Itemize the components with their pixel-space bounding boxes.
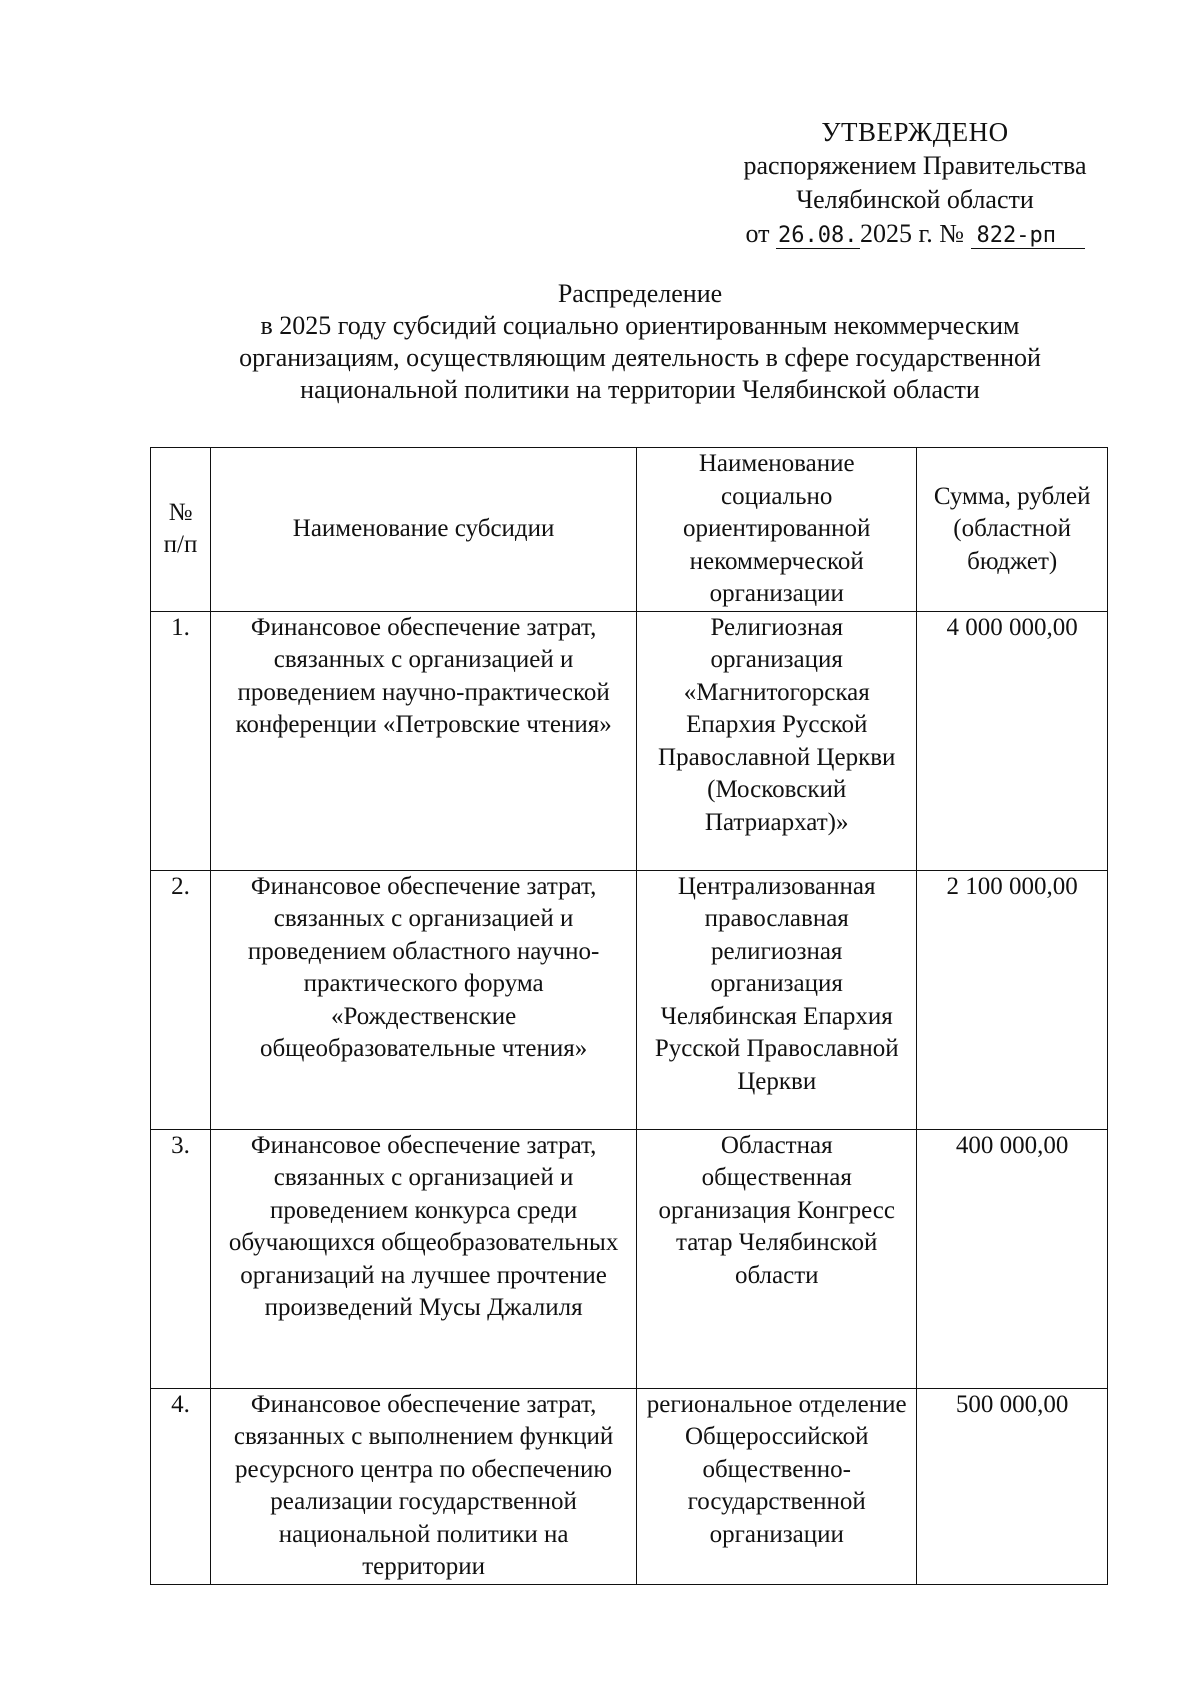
header-subsidy: Наименование субсидии [211, 448, 637, 612]
date-suffix: 2025 г. № [859, 219, 965, 248]
header-organization: Наименование социально ориентированной некоммерческой организации [637, 448, 917, 612]
row-organization: Централизованная православная религиозная организация Челябинская Епархия Русской Православной Церкви [637, 870, 917, 1129]
order-number: 822-рп [971, 224, 1085, 249]
row-amount: 2 100 000,00 [917, 870, 1108, 1129]
approval-line-1: распоряжением Правительства [743, 151, 1087, 180]
table-row [151, 1388, 1108, 1584]
table-row [151, 1129, 1108, 1388]
distribution-table [150, 447, 1108, 1585]
header-num: № п/п [151, 448, 211, 612]
approval-title: УТВЕРЖДЕНО [821, 117, 1009, 147]
row-organization: Религиозная организация «Магнитогорская Епархия Русской Православной Церкви (Московский Патриархат)» [637, 611, 917, 870]
row-num: 3. [151, 1129, 211, 1388]
document-title [150, 278, 1130, 406]
row-num: 4. [151, 1388, 211, 1584]
row-subsidy: Финансовое обеспечение затрат, связанных с организацией и проведением конкурса среди обучающихся общеобразовательных организаций на лучшее прочтение произведений Мусы Джалиля [211, 1129, 637, 1388]
title-line-4: национальной политики на территории Челябинской области [300, 375, 980, 404]
row-subsidy: Финансовое обеспечение затрат, связанных с организацией и проведением научно-практической конференции «Петровские чтения» [211, 611, 637, 870]
row-amount: 4 000 000,00 [917, 611, 1108, 870]
row-subsidy: Финансовое обеспечение затрат, связанных с организацией и проведением областного научно-практического форума «Рождественские общеобразовательные чтения» [211, 870, 637, 1129]
title-line-3: организациям, осуществляющим деятельность в сфере государственной [239, 343, 1041, 372]
row-amount: 500 000,00 [917, 1388, 1108, 1584]
approval-line-2: Челябинской области [796, 185, 1034, 214]
row-num: 2. [151, 870, 211, 1129]
header-amount: Сумма, рублей (областной бюджет) [917, 448, 1108, 612]
title-line-1: Распределение [557, 279, 723, 308]
approval-date-line [700, 217, 1130, 251]
row-organization: Областная общественная организация Конгресс татар Челябинской области [637, 1129, 917, 1388]
row-organization: региональное отделение Общероссийской общественно-государственной организации [637, 1388, 917, 1584]
title-line-2: в 2025 году субсидий социально ориентированным некоммерческим [260, 311, 1020, 340]
date-value: 26.08. [776, 224, 860, 249]
table-row [151, 870, 1108, 1129]
approval-stamp [700, 115, 1130, 251]
row-amount: 400 000,00 [917, 1129, 1108, 1388]
table-row [151, 611, 1108, 870]
row-num: 1. [151, 611, 211, 870]
row-subsidy: Финансовое обеспечение затрат, связанных с выполнением функций ресурсного центра по обеспечению реализации государственной национальной политики на территории [211, 1388, 637, 1584]
date-prefix: от [745, 219, 770, 248]
table-header-row [151, 448, 1108, 612]
